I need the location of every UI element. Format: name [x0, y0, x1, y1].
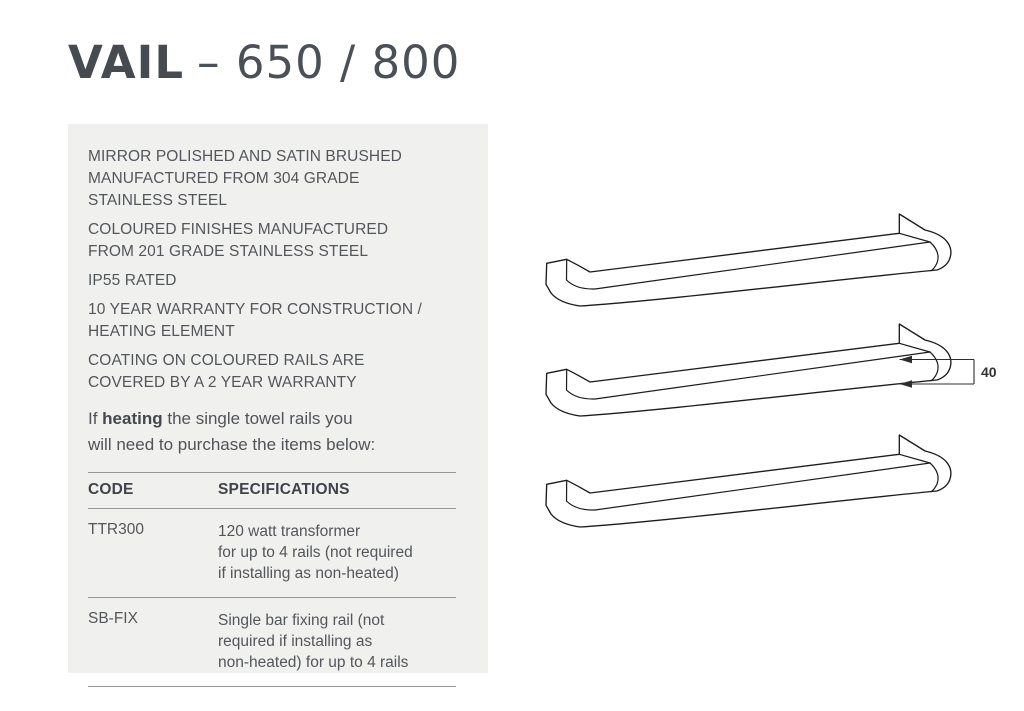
- cell-code: TTR300: [88, 509, 218, 598]
- spec-cell-line: for up to 4 rails (not required: [218, 544, 413, 561]
- column-header-specifications: SPECIFICATIONS: [218, 473, 456, 509]
- note-bold-text: heating: [102, 409, 163, 428]
- towel-rail-middle: [546, 324, 951, 416]
- spec-cell-line: required if installing as: [218, 633, 373, 650]
- spec-line: COVERED BY A 2 YEAR WARRANTY: [88, 374, 357, 391]
- spec-cell-line: 120 watt transformer: [218, 523, 361, 540]
- spec-line: IP55 RATED: [88, 272, 177, 289]
- spec-line: MANUFACTURED FROM 304 GRADE: [88, 170, 360, 187]
- note-text: If: [88, 409, 103, 428]
- spec-line: 10 YEAR WARRANTY FOR CONSTRUCTION /: [88, 301, 422, 318]
- spec-cell-line: if installing as non-heated): [218, 565, 399, 582]
- towel-rail-bottom: [546, 435, 951, 527]
- cell-code: SB-FIX: [88, 598, 218, 687]
- note-text: will need to purchase the items below:: [88, 435, 376, 454]
- spec-cell-line: non-heated) for up to 4 rails: [218, 654, 409, 671]
- product-variant: – 650 / 800: [197, 36, 461, 89]
- towel-rail-top: [546, 214, 951, 306]
- spec-line: HEATING ELEMENT: [88, 323, 235, 340]
- column-header-code: CODE: [88, 473, 218, 509]
- dimension-label: 40: [981, 364, 997, 380]
- spec-line: MIRROR POLISHED AND SATIN BRUSHED: [88, 148, 402, 165]
- spec-line: FROM 201 GRADE STAINLESS STEEL: [88, 243, 369, 260]
- spec-line: STAINLESS STEEL: [88, 192, 228, 209]
- spec-cell-line: Single bar fixing rail (not: [218, 612, 385, 629]
- note-text: the single towel rails you: [162, 409, 353, 428]
- product-name: VAIL: [68, 36, 185, 89]
- spec-line: COATING ON COLOURED RAILS ARE: [88, 352, 365, 369]
- spec-line: COLOURED FINISHES MANUFACTURED: [88, 221, 389, 238]
